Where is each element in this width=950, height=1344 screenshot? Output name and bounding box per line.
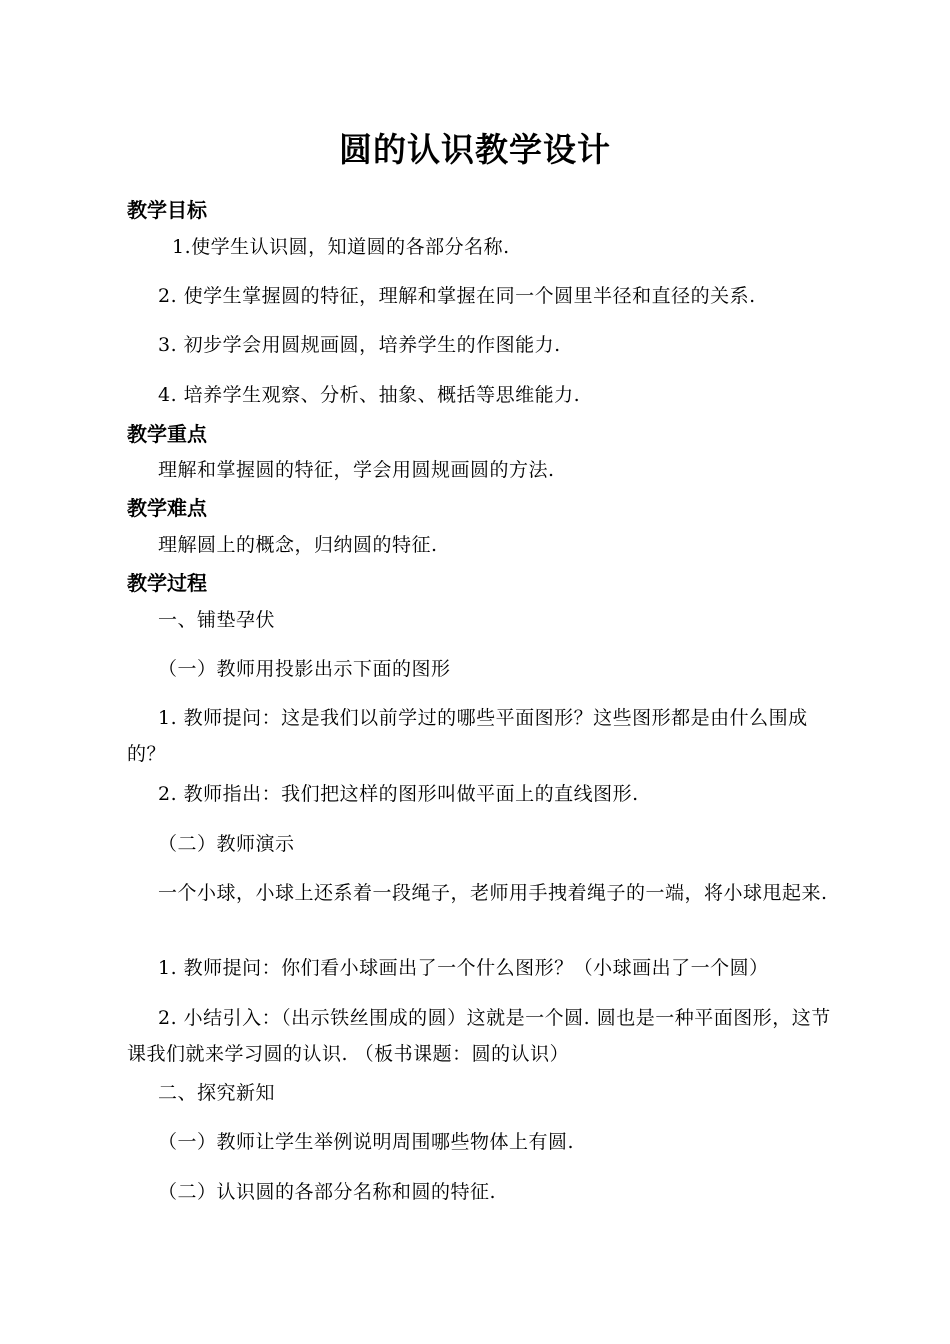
part2-sub1: （一）教师让学生举例说明周围哪些物体上有圆. [158,1131,575,1153]
part2-sub2: （二）认识圆的各部分名称和圆的特征. [158,1181,497,1203]
goal-item-2: 2. 使学生掌握圆的特征，理解和掌握在同一个圆里半径和直径的关系. [158,285,756,307]
goal-item-3: 3. 初步学会用圆规画圆，培养学生的作图能力. [158,334,561,356]
sub1-question-2: 2. 教师指出：我们把这样的图形叫做平面上的直线图形. [158,783,639,805]
key-points-text: 理解和掌握圆的特征，学会用圆规画圆的方法. [158,459,555,481]
heading-teaching-process: 教学过程 [127,571,207,595]
sub2-description: 一个小球，小球上还系着一段绳子，老师用手拽着绳子的一端，将小球甩起来. [158,882,828,904]
part1-title: 一、铺垫孕伏 [158,609,276,631]
part2-title: 二、探究新知 [158,1082,276,1104]
heading-key-points: 教学重点 [127,422,207,446]
sub1-title: （一）教师用投影出示下面的图形 [158,658,451,680]
heading-difficulties: 教学难点 [127,496,207,520]
sub2-question-2: 2. 小结引入：（出示铁丝围成的圆）这就是一个圆. 圆也是一种平面图形，这节课我们就来学习圆的认识. （板书课题：圆的认识） [127,1007,831,1065]
heading-teaching-goals: 教学目标 [127,198,207,222]
document-title: 圆的认识教学设计 [339,130,611,169]
sub1-question-1: 1. 教师提问：这是我们以前学过的哪些平面图形？这些图形都是由什么围成的？ [127,707,808,765]
goal-item-1: 1.使学生认识圆，知道圆的各部分名称. [172,236,510,258]
sub2-question-1: 1. 教师提问：你们看小球画出了一个什么图形？（小球画出了一个圆） [158,957,769,979]
difficulties-text: 理解圆上的概念，归纳圆的特征. [158,534,438,556]
sub2-title: （二）教师演示 [158,833,295,855]
goal-item-4: 4. 培养学生观察、分析、抽象、概括等思维能力. [158,384,581,406]
